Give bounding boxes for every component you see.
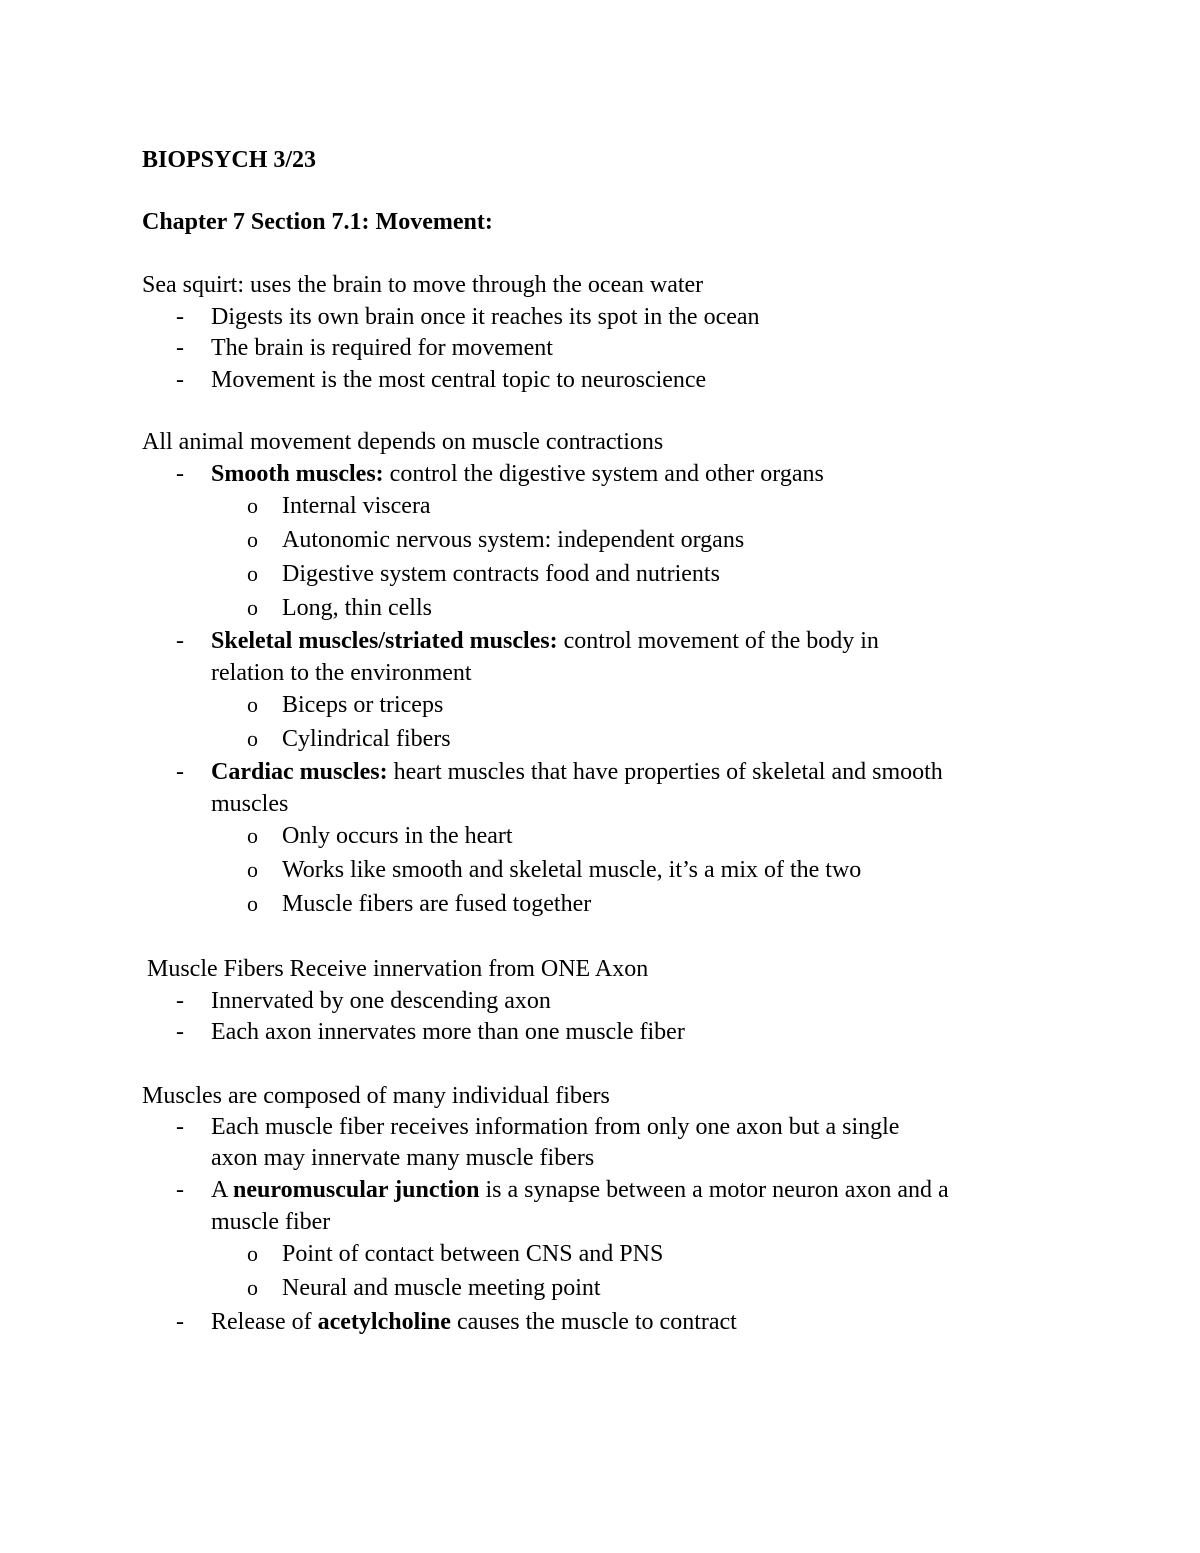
- term-cardiac: Cardiac muscles:: [211, 759, 388, 785]
- dash-bullet: -: [176, 759, 184, 785]
- sub-item-text: Long, thin cells: [282, 595, 432, 621]
- dash-bullet: -: [176, 1309, 184, 1335]
- list-item-text: Each axon innervates more than one muscle fiber: [211, 1019, 685, 1045]
- term-skeletal: Skeletal muscles/striated muscles:: [211, 628, 558, 654]
- dash-bullet: -: [176, 304, 184, 330]
- dash-bullet: -: [176, 335, 184, 361]
- muscles-heading: All animal movement depends on muscle contractions: [142, 429, 664, 455]
- list-item-text: [211, 1307, 737, 1337]
- nmj-description: is a synapse between a motor neuron axon and a: [479, 1177, 949, 1203]
- circle-bullet: o: [247, 891, 258, 916]
- circle-bullet: o: [247, 1275, 258, 1300]
- list-item-text: [211, 1175, 949, 1205]
- list-item-text-continued: axon may innervate many muscle fibers: [211, 1145, 595, 1171]
- circle-bullet: o: [247, 595, 258, 620]
- circle-bullet: o: [247, 493, 258, 518]
- dash-bullet: -: [176, 628, 184, 654]
- sea-squirt-heading: Sea squirt: uses the brain to move through the ocean water: [142, 272, 704, 298]
- dash-bullet: -: [176, 367, 184, 393]
- list-item-text: Digests its own brain once it reaches its spot in the ocean: [211, 304, 760, 330]
- dash-bullet: -: [176, 1114, 184, 1140]
- skeletal-description-continued: relation to the environment: [211, 660, 472, 686]
- sub-item-text: Muscle fibers are fused together: [282, 891, 592, 917]
- circle-bullet: o: [247, 726, 258, 751]
- cardiac-description: heart muscles that have properties of skeletal and smooth: [387, 759, 943, 785]
- nmj-description-continued: muscle fiber: [211, 1209, 331, 1235]
- list-item-text: The brain is required for movement: [211, 335, 553, 361]
- circle-bullet: o: [247, 692, 258, 717]
- circle-bullet: o: [247, 823, 258, 848]
- list-item-text: Each muscle fiber receives information from only one axon but a single: [211, 1114, 900, 1140]
- smooth-description: control the digestive system and other organs: [383, 461, 824, 487]
- sub-item-text: Only occurs in the heart: [282, 823, 513, 849]
- list-item-text: Innervated by one descending axon: [211, 988, 551, 1014]
- sub-item-text: Cylindrical fibers: [282, 726, 451, 752]
- dash-bullet: -: [176, 1019, 184, 1045]
- sub-item-text: Works like smooth and skeletal muscle, it’s a mix of the two: [282, 857, 862, 883]
- nmj-prefix: A: [211, 1177, 234, 1203]
- sub-item-text: Internal viscera: [282, 493, 431, 519]
- circle-bullet: o: [247, 561, 258, 586]
- sub-item-text: Point of contact between CNS and PNS: [282, 1241, 664, 1267]
- list-item-text: Movement is the most central topic to neuroscience: [211, 367, 707, 393]
- dash-bullet: -: [176, 988, 184, 1014]
- cardiac-description-continued: muscles: [211, 791, 289, 817]
- circle-bullet: o: [247, 527, 258, 552]
- ach-description: causes the muscle to contract: [450, 1309, 737, 1335]
- ach-prefix: Release of: [211, 1309, 318, 1335]
- composed-heading: Muscles are composed of many individual fibers: [142, 1083, 610, 1109]
- document-header: BIOPSYCH 3/23: [142, 147, 317, 173]
- term-neuromuscular-junction: neuromuscular junction: [233, 1177, 480, 1203]
- skeletal-description: control movement of the body in: [557, 628, 879, 654]
- fibers-heading: Muscle Fibers Receive innervation from ONE Axon: [147, 956, 649, 982]
- list-item-text: [211, 459, 824, 489]
- chapter-title: Chapter 7 Section 7.1: Movement:: [142, 209, 493, 235]
- sub-item-text: Digestive system contracts food and nutrients: [282, 561, 720, 587]
- circle-bullet: o: [247, 857, 258, 882]
- dash-bullet: -: [176, 1177, 184, 1203]
- sub-item-text: Biceps or triceps: [282, 692, 444, 718]
- term-smooth: Smooth muscles:: [211, 461, 384, 487]
- list-item-text: [211, 757, 943, 787]
- dash-bullet: -: [176, 461, 184, 487]
- list-item-text: [211, 626, 879, 656]
- term-acetylcholine: acetylcholine: [317, 1309, 451, 1335]
- sub-item-text: Neural and muscle meeting point: [282, 1275, 601, 1301]
- sub-item-text: Autonomic nervous system: independent organs: [282, 527, 745, 553]
- circle-bullet: o: [247, 1241, 258, 1266]
